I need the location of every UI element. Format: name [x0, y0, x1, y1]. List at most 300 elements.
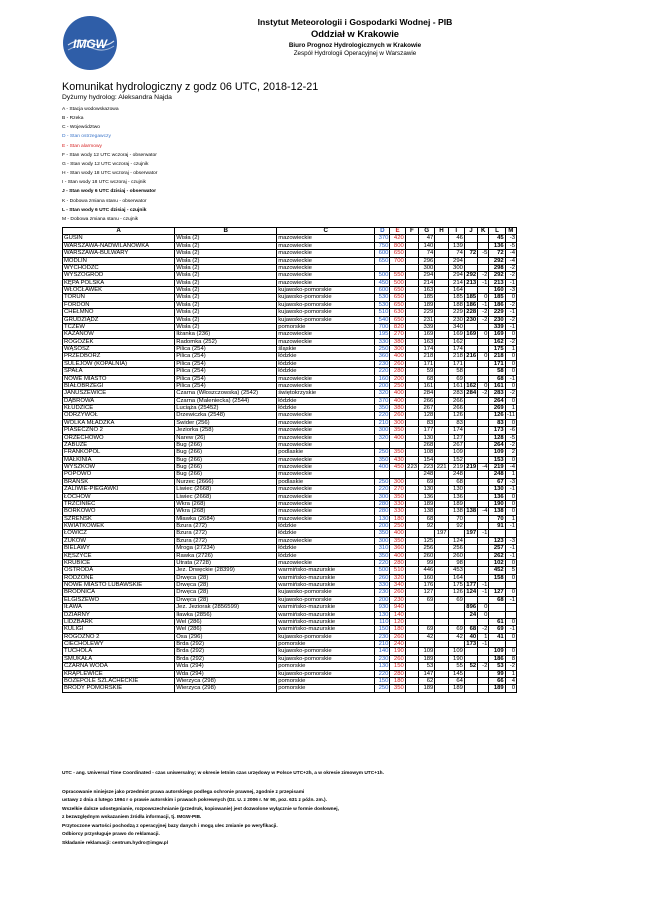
table-cell: kujawsko-pomorskie [277, 301, 375, 308]
legend-item: K - Dobowa zmiana stanu - obserwator [62, 198, 147, 204]
table-cell [464, 648, 477, 655]
table-cell: 452 [489, 567, 505, 574]
table-cell: 171 [419, 360, 435, 367]
table-cell [478, 670, 489, 677]
table-cell: 930 [375, 604, 390, 611]
table-cell [478, 405, 489, 412]
table-row [63, 235, 517, 242]
table-cell: 430 [390, 456, 405, 463]
table-cell: -4 [505, 464, 516, 471]
table-cell: 256 [419, 545, 435, 552]
table-cell [405, 287, 418, 294]
table-cell: 0 [505, 397, 516, 404]
table-cell: 229 [448, 309, 464, 316]
table-cell [435, 648, 448, 655]
table-cell: 0 [505, 633, 516, 640]
table-cell: Czarna (Maleniecka) (2544) [175, 397, 277, 404]
column-header: A [63, 228, 175, 235]
table-cell: 190 [390, 648, 405, 655]
table-cell: 370 [375, 235, 390, 242]
table-cell: 109 [448, 648, 464, 655]
table-cell: NOWE MIASTO LUBAWSKIE [63, 582, 175, 589]
table-cell: -3 [505, 478, 516, 485]
table-cell [435, 323, 448, 330]
table-cell: 216 [466, 353, 477, 360]
table-row [63, 412, 517, 419]
table-cell [505, 611, 516, 618]
table-cell: mazowieckie [277, 279, 375, 286]
table-cell [375, 441, 390, 448]
hydro-table [62, 227, 517, 693]
table-cell [464, 486, 477, 493]
table-cell: 74 [419, 250, 435, 257]
table-cell: TORUŃ [63, 294, 175, 301]
table-row [63, 545, 517, 552]
table-cell: WARSZAWA-BULWARY [63, 250, 175, 257]
table-cell: 298 [489, 264, 505, 271]
table-cell: Drwęca (28) [175, 582, 277, 589]
table-cell [478, 412, 489, 419]
table-cell: 185 [419, 294, 435, 301]
table-cell: 223 [407, 464, 418, 471]
table-cell [435, 589, 448, 596]
table-cell: 360 [375, 353, 390, 360]
table-cell: łódzkie [277, 368, 375, 375]
table-cell: 450 [390, 464, 405, 471]
table-cell [464, 346, 477, 353]
table-cell: 99 [489, 670, 505, 677]
table-cell: łódzkie [277, 397, 375, 404]
table-cell: warmińsko-mazurskie [277, 582, 375, 589]
table-cell [405, 677, 418, 684]
table-cell [405, 323, 418, 330]
table-cell: 550 [390, 272, 405, 279]
table-cell: 99 [419, 559, 435, 566]
table-cell: WYCHÓDŹC [63, 264, 175, 271]
table-cell: 940 [390, 604, 405, 611]
table-cell [435, 486, 448, 493]
table-cell: 650 [390, 287, 405, 294]
table-cell [435, 338, 448, 345]
table-cell [478, 493, 489, 500]
table-cell: 68 [448, 478, 464, 485]
table-cell [435, 515, 448, 522]
table-cell: 283 [489, 390, 505, 397]
table-cell: 68 [489, 375, 505, 382]
table-cell: BRODNICA [63, 589, 175, 596]
table-row [63, 626, 517, 633]
table-cell: IŁAWA [63, 604, 175, 611]
table-cell: 260 [390, 412, 405, 419]
table-cell: 400 [390, 353, 405, 360]
table-cell [435, 670, 448, 677]
table-cell: 250 [375, 478, 390, 485]
table-cell: 700 [390, 257, 405, 264]
table-cell: 218 [419, 353, 435, 360]
table-cell [405, 346, 418, 353]
table-cell: mazowieckie [277, 331, 375, 338]
table-cell: WĄSOSZ [63, 346, 175, 353]
table-cell: 400 [390, 434, 405, 441]
table-cell: 218 [448, 353, 464, 360]
table-cell [478, 264, 489, 271]
table-cell: Wisła (2) [175, 309, 277, 316]
table-cell [464, 419, 477, 426]
table-cell: -4 [505, 250, 516, 257]
table-cell [435, 478, 448, 485]
table-cell: 130 [375, 663, 390, 670]
table-cell: świętokrzyskie [277, 390, 375, 397]
table-cell: 270 [390, 331, 405, 338]
duty-hydrologist: Dyżurny hydrolog: Aleksandra Najda [62, 94, 172, 101]
table-cell [405, 279, 418, 286]
table-cell: CIECHOLEWY [63, 641, 175, 648]
table-cell [405, 368, 418, 375]
table-cell [478, 235, 489, 242]
table-cell [435, 633, 448, 640]
table-cell: 350 [375, 405, 390, 412]
table-cell: 190 [448, 655, 464, 662]
table-cell: 219 [489, 464, 505, 471]
table-cell: -1 [505, 323, 516, 330]
table-cell: -2 [478, 272, 489, 279]
table-cell: 200 [375, 523, 390, 530]
table-cell: BOŻEPOLE SZLACHECKIE [63, 677, 175, 684]
table-cell: mazowieckie [277, 242, 375, 249]
table-cell: Brda (292) [175, 641, 277, 648]
table-cell: 53 [419, 663, 435, 670]
table-cell: 138 [489, 508, 505, 515]
table-cell: -2 [478, 390, 489, 397]
table-cell [464, 397, 477, 404]
table-cell: 67 [489, 478, 505, 485]
table-cell: 260 [390, 633, 405, 640]
team-name: Zespół Hydrologii Operacyjnej w Warszawie [293, 50, 417, 58]
table-cell: Bzura (272) [175, 530, 277, 537]
table-row [63, 589, 517, 596]
table-cell [478, 486, 489, 493]
table-cell: PIASECZNO 2 [63, 427, 175, 434]
table-cell: TUCHOLA [63, 648, 175, 655]
table-cell: kujawsko-pomorskie [277, 294, 375, 301]
table-cell: 58 [448, 368, 464, 375]
table-row [63, 567, 517, 574]
table-cell: 189 [489, 685, 505, 692]
table-cell: warmińsko-mazurskie [277, 574, 375, 581]
table-row [63, 242, 517, 249]
table-cell: Wisła (2) [175, 235, 277, 242]
table-row [63, 464, 517, 471]
table-cell: 40 [464, 633, 477, 640]
table-cell: 250 [375, 685, 390, 692]
table-cell: KRUBICE [63, 559, 175, 566]
table-cell: Drwęca (28) [175, 574, 277, 581]
table-cell [405, 360, 418, 367]
table-cell [435, 353, 448, 360]
table-row [63, 331, 517, 338]
table-cell [435, 441, 448, 448]
table-cell: 350 [375, 530, 390, 537]
table-cell [478, 419, 489, 426]
table-cell: 213 [489, 279, 505, 286]
table-cell: 69 [419, 478, 435, 485]
table-cell [464, 500, 477, 507]
table-cell: ROGOŻEK [63, 338, 175, 345]
table-row [63, 360, 517, 367]
table-cell: WÓLKA MŁADZKA [63, 419, 175, 426]
table-cell: 83 [448, 419, 464, 426]
table-row [63, 382, 517, 389]
table-cell: 109 [489, 648, 505, 655]
table-cell [435, 434, 448, 441]
table-cell [505, 530, 516, 537]
table-row [63, 427, 517, 434]
table-cell: 280 [390, 559, 405, 566]
table-row [63, 523, 517, 530]
table-cell: POPOWO [63, 471, 175, 478]
table-cell: podlaskie [277, 478, 375, 485]
table-cell: 260 [390, 655, 405, 662]
table-cell: 127 [448, 434, 464, 441]
table-cell: mazowieckie [277, 500, 375, 507]
table-cell [435, 677, 448, 684]
table-cell: Wisła (2) [175, 294, 277, 301]
table-cell: 268 [419, 441, 435, 448]
table-cell [478, 368, 489, 375]
table-cell [448, 530, 464, 537]
table-cell [435, 626, 448, 633]
table-cell [435, 567, 448, 574]
table-cell: 230 [466, 316, 477, 323]
table-cell: 339 [489, 323, 505, 330]
table-cell [405, 611, 418, 618]
table-cell: śląskie [277, 346, 375, 353]
table-cell [464, 441, 477, 448]
table-cell: mazowieckie [277, 464, 375, 471]
table-cell: 300 [375, 537, 390, 544]
table-cell: 0 [505, 360, 516, 367]
table-cell: 160 [489, 287, 505, 294]
table-cell: 0 [505, 353, 516, 360]
table-cell: 177 [466, 582, 477, 589]
footer-line: z bezwzględnym wskazaniem źródła informacji, tj. IMGW-PIB. [62, 815, 202, 820]
table-cell: -5 [505, 242, 516, 249]
table-cell [435, 279, 448, 286]
table-cell: mazowieckie [277, 508, 375, 515]
table-cell [464, 596, 477, 603]
table-cell: 128 [489, 434, 505, 441]
table-cell: kujawsko-pomorskie [277, 648, 375, 655]
table-cell: Wisła (2) [175, 272, 277, 279]
table-cell: 189 [419, 500, 435, 507]
table-cell [478, 323, 489, 330]
table-cell: 91 [489, 523, 505, 530]
table-cell: 270 [390, 486, 405, 493]
table-cell: 0 [478, 353, 489, 360]
table-cell: Wda (294) [175, 663, 277, 670]
table-cell: 175 [448, 582, 464, 589]
table-cell: 189 [419, 685, 435, 692]
report-title: Komunikat hydrologiczny z godz 06 UTC, 2018-12-21 [62, 81, 319, 93]
table-cell [478, 648, 489, 655]
table-cell: 109 [489, 449, 505, 456]
table-cell: warmińsko-mazurskie [277, 604, 375, 611]
table-cell: 0 [505, 493, 516, 500]
table-cell [464, 287, 477, 294]
table-cell: Wisła (2) [175, 250, 277, 257]
table-cell: kujawsko-pomorskie [277, 633, 375, 640]
table-cell: 330 [390, 508, 405, 515]
table-cell: 800 [390, 242, 405, 249]
table-cell: -1 [478, 589, 489, 596]
table-cell: 69 [448, 375, 464, 382]
table-cell: 300 [375, 493, 390, 500]
table-header-row [63, 228, 517, 235]
footer-line: ustawy z dnia 4 lutego 1994 r o prawie autorskim i prawach pokrewnych (Dz. U. z 2006 r. Nr 90, poz. 631 z późn. zm.). [62, 798, 327, 803]
table-cell: 292 [489, 257, 505, 264]
table-cell: 248 [489, 471, 505, 478]
table-cell [464, 235, 477, 242]
table-cell: 180 [390, 515, 405, 522]
table-cell [464, 368, 477, 375]
table-cell: 231 [419, 316, 435, 323]
table-cell: 230 [448, 316, 464, 323]
table-row [63, 353, 517, 360]
table-cell [464, 655, 477, 662]
table-row [63, 397, 517, 404]
table-cell: 320 [375, 390, 390, 397]
table-cell: 123 [489, 537, 505, 544]
table-row [63, 611, 517, 618]
table-row [63, 500, 517, 507]
table-cell: 266 [448, 397, 464, 404]
table-cell: Brda (292) [175, 648, 277, 655]
table-cell [405, 530, 418, 537]
table-cell: 102 [489, 559, 505, 566]
table-cell: 260 [448, 552, 464, 559]
table-cell [405, 294, 418, 301]
table-cell: 600 [375, 250, 390, 257]
table-cell: Bug (266) [175, 456, 277, 463]
table-cell: 248 [448, 471, 464, 478]
table-cell: 0 [505, 618, 516, 625]
table-cell [435, 582, 448, 589]
table-cell: Bug (266) [175, 449, 277, 456]
table-cell: 296 [419, 257, 435, 264]
table-cell: 0 [505, 500, 516, 507]
table-cell: 510 [390, 567, 405, 574]
table-cell [405, 272, 418, 279]
table-cell: -3 [505, 287, 516, 294]
table-cell [478, 427, 489, 434]
table-cell: Iłżanka (236) [175, 331, 277, 338]
table-cell [478, 360, 489, 367]
table-row [63, 309, 517, 316]
table-row [63, 434, 517, 441]
table-cell [478, 545, 489, 552]
table-cell: 0 [505, 589, 516, 596]
table-cell: 260 [390, 589, 405, 596]
table-cell: WŁOCŁAWEK [63, 287, 175, 294]
table-cell: 186 [466, 301, 477, 308]
table-cell: 240 [390, 641, 405, 648]
table-cell: 248 [419, 471, 435, 478]
table-cell [405, 397, 418, 404]
table-cell: TCZEW [63, 323, 175, 330]
table-cell: 1 [505, 670, 516, 677]
table-cell: mazowieckie [277, 434, 375, 441]
table-cell [489, 604, 505, 611]
table-cell: 300 [448, 264, 464, 271]
table-cell [405, 508, 418, 515]
table-cell [464, 257, 477, 264]
table-cell: -2 [505, 390, 516, 397]
table-cell [478, 500, 489, 507]
table-cell: 300 [390, 419, 405, 426]
table-cell: Pilica (254) [175, 375, 277, 382]
table-cell: 260 [390, 360, 405, 367]
legend-item: I - Stan wody 18 UTC wczoraj - czujnik [62, 180, 146, 186]
table-cell: KĘPA POLSKA [63, 279, 175, 286]
table-cell: 53 [489, 663, 505, 670]
table-cell: -1 [478, 641, 489, 648]
table-cell: 160 [419, 574, 435, 581]
table-cell: 1 [478, 633, 489, 640]
table-cell: kujawsko-pomorskie [277, 589, 375, 596]
table-cell: 264 [489, 441, 505, 448]
table-cell: 200 [375, 382, 390, 389]
utc-note: UTC - ang. Universal Time Coordinated - czas uniwersalny; w okresie letnim czas urzędowy w Polsce UTC+2h, a w okresie zimowym UTC+1h. [62, 771, 384, 776]
table-row [63, 478, 517, 485]
table-cell: 310 [375, 545, 390, 552]
table-cell: 0 [505, 382, 516, 389]
table-cell: 266 [448, 405, 464, 412]
table-cell: 453 [448, 567, 464, 574]
table-cell: 186 [489, 301, 505, 308]
table-cell: 66 [489, 677, 505, 684]
table-cell: -1 [505, 626, 516, 633]
table-cell: 126 [448, 412, 464, 419]
table-cell: Luciąża (25452) [175, 405, 277, 412]
footer-line: Opracowanie niniejsze jako przedmiot prawa autorskiego podlega ochronie prawnej, zgodnie z przepisami [62, 789, 305, 795]
table-cell: -1 [478, 530, 489, 537]
table-cell: 219 [466, 464, 477, 471]
table-cell [405, 427, 418, 434]
copyright-notes [62, 789, 602, 849]
table-cell [478, 552, 489, 559]
table-cell [405, 515, 418, 522]
table-cell: 163 [419, 338, 435, 345]
table-cell: 223 [419, 464, 435, 471]
table-cell [405, 449, 418, 456]
table-cell [405, 434, 418, 441]
table-cell [435, 456, 448, 463]
legend-item: M - Dobowa zmiana stanu - czujnik [62, 216, 139, 222]
table-cell [435, 412, 448, 419]
footer-line: Wszelkie dalsze udostępnianie, rozpowszechnianie (przedruk, kopiowanie) jest dozwolone wyłącznie w formie dosłownej, [62, 806, 339, 812]
table-cell: 140 [375, 648, 390, 655]
table-cell [448, 641, 464, 648]
table-cell [435, 604, 448, 611]
table-cell [478, 257, 489, 264]
table-cell: 59 [419, 368, 435, 375]
table-cell: 164 [448, 287, 464, 294]
table-cell: 174 [448, 427, 464, 434]
table-cell: Wisła (2) [175, 316, 277, 323]
table-cell: 180 [390, 626, 405, 633]
table-cell: 280 [390, 368, 405, 375]
table-cell: Bzura (272) [175, 537, 277, 544]
